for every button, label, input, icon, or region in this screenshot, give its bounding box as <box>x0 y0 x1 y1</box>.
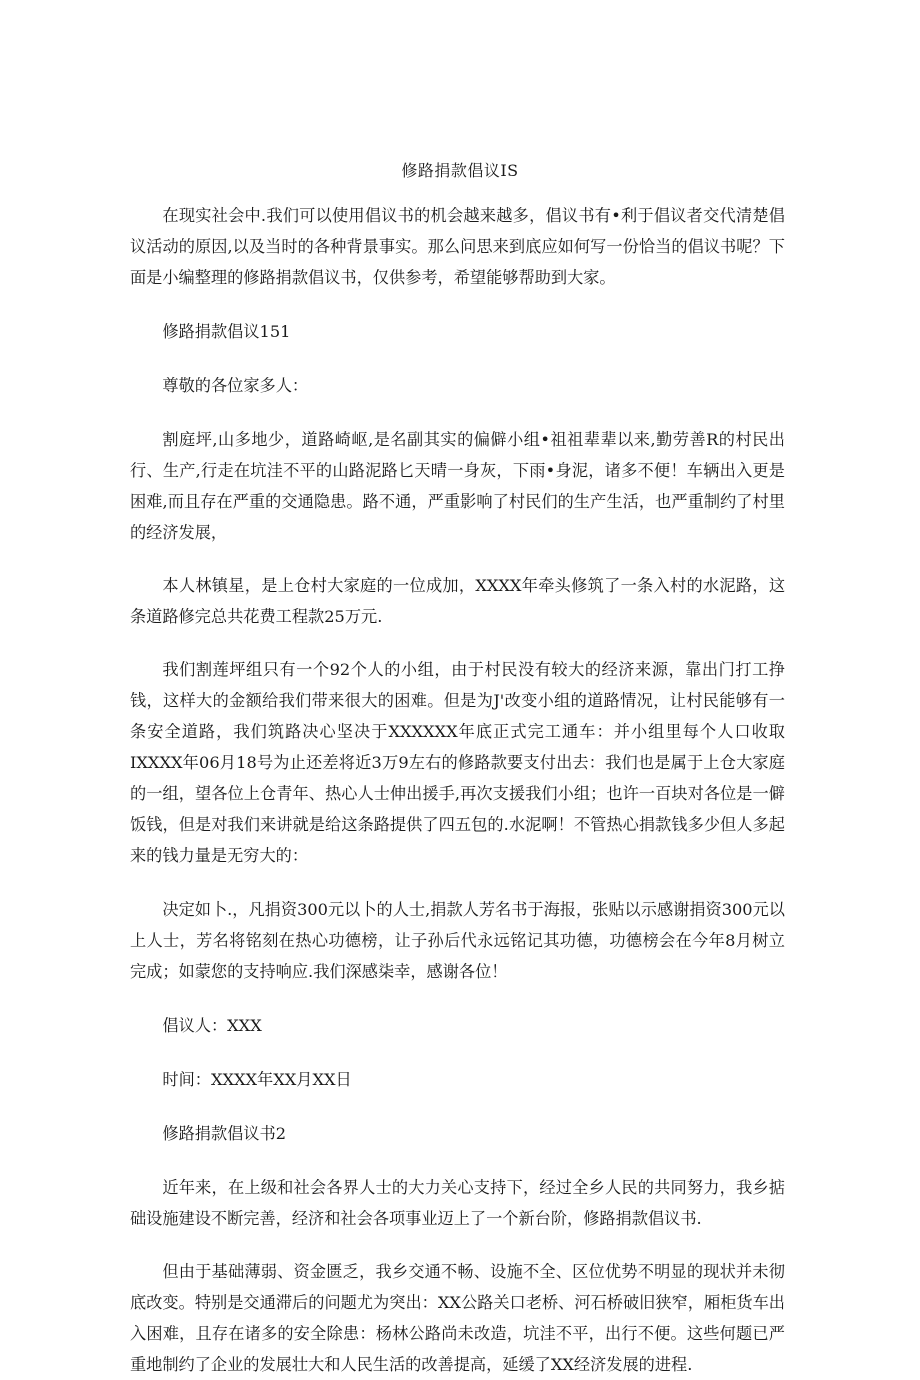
document-body <box>130 200 785 1380</box>
body-paragraph-2: 本人林镇星，是上仓村大家庭的一位成加，XXXX年牵头修筑了一条入村的水泥路，这条道路修完总共花费工程款25万元. <box>130 576 785 626</box>
date-line: 时间：XXXX年XX月XX日 <box>162 1070 352 1089</box>
document-title: 修路捐款倡议IS <box>401 161 519 180</box>
body-paragraph-6: 但由于基础薄弱、资金匮乏，我乡交通不畅、设施不全、区位优势不明显的现状并未彻底改变。特别是交通滞后的问题尤为突出：XX公路关口老桥、河石桥破旧狭窄，厢柜货车出入困难，且存在诸多的安全除患：杨林公路尚未改造，坑洼不平，出行不便。这些何题已严重地制约了企业的发展壮大和人民生活的改善提高，延缓了XX经济发展的进程. <box>130 1262 785 1374</box>
body-paragraph-4: 决定如卜.，凡捐资300元以卜的人士,捐款人芳名书于海报，张贴以示感谢捐资300元以上人士，芳名将铭刻在热心功德榜，让子孙后代永远铭记其功德，功德榜会在今年8月树立完成；如蒙您的支持响应.我们深感柒幸，感谢各位！ <box>130 900 785 981</box>
body-paragraph-1: 割庭坪,山多地少，道路崎岖,是名副其实的偏僻小组•祖祖辈辈以来,勤劳善R的村民出行、生产,行走在坑洼不平的山路泥路匕天晴一身灰，下雨•身泥，诸多不便！车辆出入更是困难,而且存在严重的交通隐患。路不通，严重影响了村民们的生产生活，也严重制约了村里的经济发展， <box>130 430 785 542</box>
initiator-line: 倡议人：XXX <box>162 1016 262 1035</box>
salutation: 尊敬的各位家多人： <box>162 376 309 395</box>
intro-paragraph: 在现实社会中.我们可以使用倡议书的机会越来越多，倡议书有•利于倡议者交代清楚倡议活动的原因,以及当时的各种背景事实。那么问思来到底应如何写一份恰当的倡议书呢？下面是小编整理的修路捐款倡议书，仅供参考，希望能够帮助到大家。 <box>130 206 785 287</box>
body-paragraph-5: 近年来，在上级和社会各界人士的大力关心支持下，经过全乡人民的共同努力，我乡掂础设施建设不断完善，经济和社会各项事业迈上了一个新台阶，修路捐款倡议书. <box>130 1178 785 1228</box>
body-paragraph-3: 我们割莲坪组只有一个92个人的小组，由于村民没有较大的经济来源，靠出门打工挣钱，这样大的金额给我们带来很大的困难。但是为J'改变小组的道路情况，让村民能够有一条安全道路，我们筑路决心坚决于XXXXXX年底正式完工通车：并小组里每个人口收取IXXXX年06月18号为止还差将近3万9左右的修路款要支付出去：我们也是属于上仓大家庭的一组，望各位上仓青年、热心人士伸出援手,再次支援我们小组；也许一百块对各位是一僻饭钱，但是对我们来讲就是给这条路提供了四五包的.水泥啊！不管热心捐款钱多少但人多起来的钱力量是无穷大的： <box>130 660 785 865</box>
section-heading-1: 修路捐款倡议151 <box>162 322 291 341</box>
section-heading-2: 修路捐款倡议书2 <box>162 1124 287 1143</box>
